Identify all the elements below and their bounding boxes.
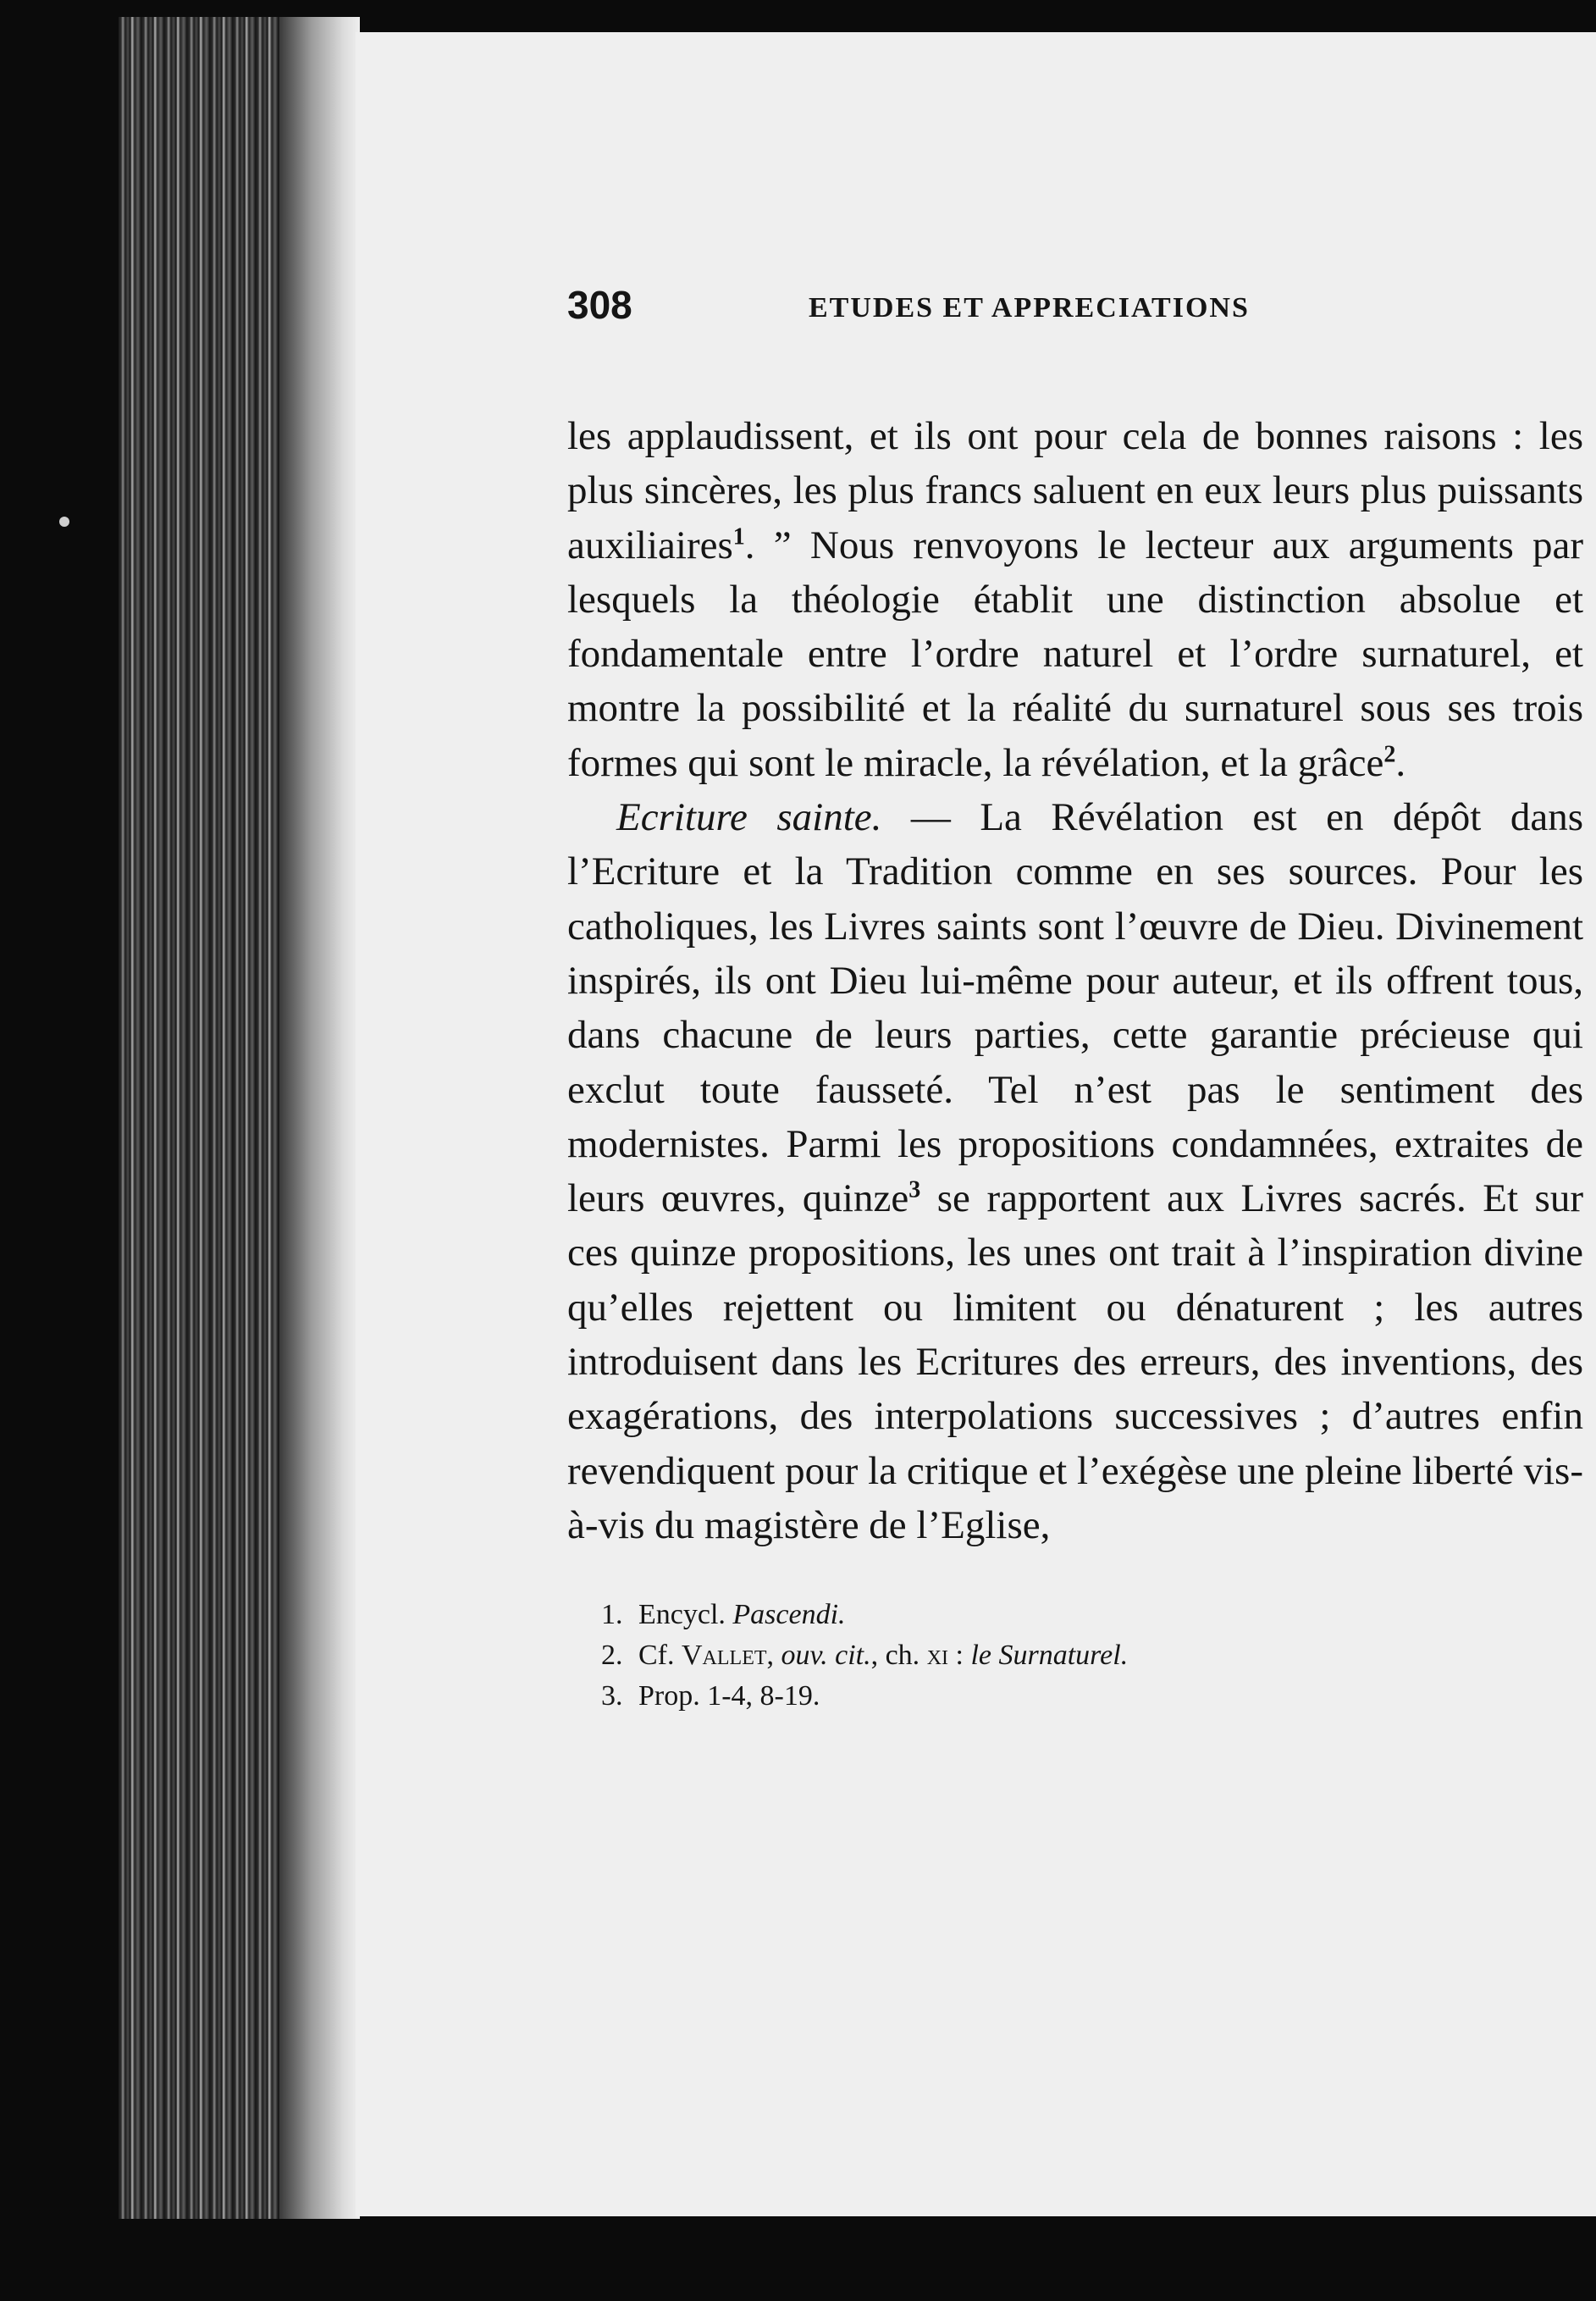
footnotes — [567, 1595, 1583, 1717]
paragraph-2-text-b: se rapportent aux Livres sacrés. Et sur ces quinze propositions, les unes ont trait à l’inspiration divine qu’elles rejettent ou limitent ou dénaturent ; les autres introduisent dans les Ecritures des erreurs, des inventions, des exagérations, des interpolations successives ; d’autres enfin revendiquent pour la critique et l’exégèse une pleine liberté vis-à-vis du magistère de l’Eglise, — [567, 1176, 1583, 1547]
paragraph-2 — [567, 790, 1583, 1552]
footnote-ref-1: 1 — [732, 523, 745, 550]
footnote-italic: Pascendi. — [732, 1599, 846, 1631]
footnote-ref-2: 2 — [1383, 741, 1396, 768]
running-title: ETUDES ET APPRECIATIONS — [809, 292, 1250, 324]
footnote-author: Vallet — [682, 1640, 767, 1672]
paragraph-1-text-b: . ” Nous renvoyons le lecteur aux arguments par lesquels la théologie établit une distinction absolue et fondamentale entre l’ordre naturel et l’ordre surnaturel, et montre la possibilité et la réalité du surnaturel sous ses trois formes qui sont le miracle, la révélation, et la grâce — [567, 523, 1583, 785]
footnote-text: : — [948, 1640, 971, 1672]
footnote-italic: ouv. cit. — [781, 1640, 871, 1672]
paragraph-2-text-a: — La Révélation est en dépôt dans l’Ecriture et la Tradition comme en ses sources. Pour les catholiques, les Livres saints sont l’œuvre de Dieu. Divinement inspirés, ils ont Dieu lui-même pour auteur, et ils offrent tous, dans chacune de leurs parties, cette garantie précieuse qui exclut toute fausseté. Tel n’est pas le sentiment des modernistes. Parmi les propositions condamnées, extraites de leurs œuvres, quinze — [567, 795, 1583, 1221]
scan-speck — [59, 517, 69, 527]
footnote-text: , ch. — [870, 1640, 927, 1672]
running-head — [567, 282, 1583, 341]
footnote-number: 1. — [601, 1599, 623, 1631]
footnote-2 — [601, 1635, 1583, 1676]
footnote-text: Cf. — [638, 1640, 682, 1672]
paragraph-1 — [567, 409, 1583, 790]
footnote-text: , — [766, 1640, 781, 1672]
paragraph-1-text-a: les applaudissent, et ils ont pour cela de bonnes raisons : les plus sincères, les plus francs saluent en eux leurs plus puissants auxiliaires — [567, 414, 1583, 567]
footnote-chapter-numeral: xi — [926, 1640, 949, 1672]
footnote-number: 3. — [601, 1680, 623, 1712]
footnote-italic: le Surnaturel. — [970, 1640, 1129, 1672]
footnote-text: Encycl. — [638, 1599, 733, 1631]
footnote-1 — [601, 1595, 1583, 1635]
footnote-ref-3: 3 — [908, 1176, 921, 1203]
section-heading-ecriture-sainte: Ecriture sainte. — [616, 795, 882, 840]
book-page — [356, 32, 1596, 2216]
footnote-number: 2. — [601, 1640, 623, 1672]
footnote-text: Prop. 1-4, 8-19. — [638, 1680, 820, 1712]
book-page-edge-highlight — [279, 17, 360, 2219]
footnote-3 — [601, 1676, 1583, 1717]
paragraph-1-text-c: . — [1395, 740, 1406, 785]
page-number: 308 — [567, 283, 632, 327]
body-text — [567, 409, 1583, 1552]
page-content — [567, 282, 1583, 1717]
